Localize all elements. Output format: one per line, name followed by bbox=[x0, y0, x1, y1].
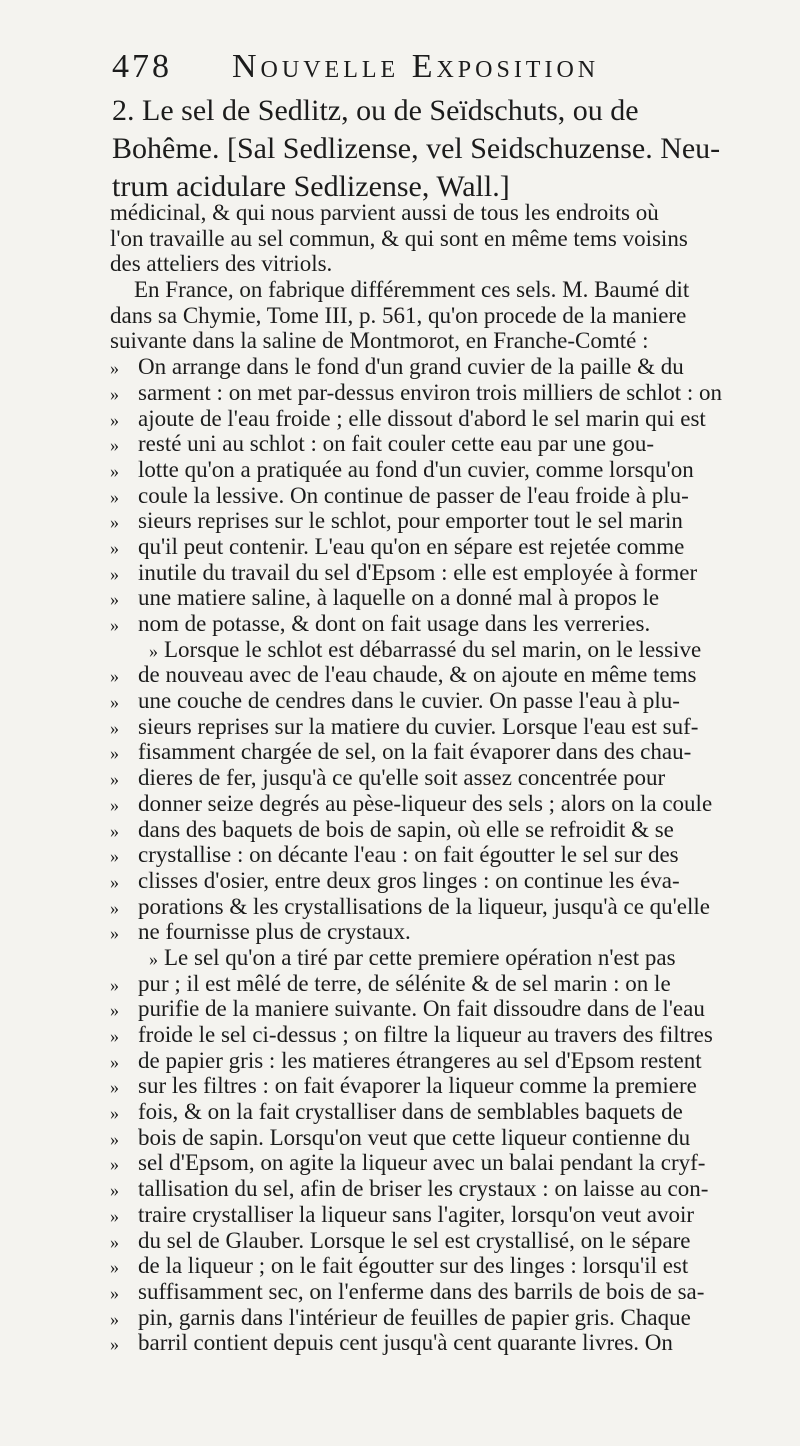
text-line: » de la liqueur ; on le fait égoutter sur des linges : lorsqu'il est bbox=[110, 1253, 770, 1279]
text-line: » resté uni au schlot : on fait couler cette eau par une gou- bbox=[110, 431, 770, 457]
text-line: des atteliers des vitriols. bbox=[110, 251, 333, 277]
text-line: » une couche de cendres dans le cuvier. On passe l'eau à plu- bbox=[110, 688, 770, 714]
text-line: » dans des baquets de bois de sapin, où elle se refroidit & se bbox=[110, 817, 770, 843]
text-line: » Lorsque le schlot est débarrassé du sel marin, on le lessive bbox=[110, 637, 770, 663]
text-line: » de nouveau avec de l'eau chaude, & on ajoute en même tems bbox=[110, 662, 770, 688]
text-line: » ajoute de l'eau froide ; elle dissout d'abord le sel marin qui est bbox=[110, 406, 770, 432]
text-line: » crystallise : on décante l'eau : on fait égoutter le sel sur des bbox=[110, 842, 770, 868]
entry-line: trum acidulare Sedlizense, Wall.] bbox=[112, 170, 510, 203]
entry-heading bbox=[112, 92, 772, 206]
text-line: » lotte qu'on a pratiquée au fond d'un cuvier, comme lorsqu'on bbox=[110, 457, 770, 483]
text-line: En France, on fabrique différemment ces sels. M. Baumé dit bbox=[134, 277, 690, 303]
text-line: » pur ; il est mêlé de terre, de sélénite & de sel marin : on le bbox=[110, 971, 770, 997]
text-line: médicinal, & qui nous parvient aussi de tous les endroits où bbox=[110, 200, 659, 225]
text-line: » de papier gris : les matieres étrangeres au sel d'Epsom restent bbox=[110, 1048, 770, 1074]
text-line: » froide le sel ci-dessus ; on filtre la liqueur au travers des filtres bbox=[110, 1022, 770, 1048]
page-header bbox=[112, 48, 752, 92]
text-line: » fisamment chargée de sel, on la fait évaporer dans des chau- bbox=[110, 739, 770, 765]
text-line: » sel d'Epsom, on agite la liqueur avec un balai pendant la cryf- bbox=[110, 1150, 770, 1176]
entry-line: Bohême. [Sal Sedlizense, vel Seidschuzense. Neu- bbox=[112, 132, 721, 165]
text-line: » sieurs reprises sur le schlot, pour emporter tout le sel marin bbox=[110, 508, 770, 534]
text-line: » barril contient depuis cent jusqu'à cent quarante livres. On bbox=[110, 1330, 770, 1356]
text-line: » tallisation du sel, afin de briser les crystaux : on laisse au con- bbox=[110, 1176, 770, 1202]
text-line: » porations & les crystallisations de la liqueur, jusqu'à ce qu'elle bbox=[110, 894, 770, 920]
body-text bbox=[110, 200, 770, 1356]
text-line: dans sa Chymie, Tome III, p. 561, qu'on procede de la maniere bbox=[110, 302, 687, 328]
paragraph-lines bbox=[110, 200, 770, 1356]
text-line: » coule la lessive. On continue de passer de l'eau froide à plu- bbox=[110, 483, 770, 509]
text-line: » donner seize degrés au pèse-liqueur des sels ; alors on la coule bbox=[110, 791, 770, 817]
text-line: » ne fournisse plus de crystaux. bbox=[110, 919, 770, 945]
text-line: » bois de sapin. Lorsqu'on veut que cette liqueur contienne du bbox=[110, 1125, 770, 1151]
text-line: » clisses d'osier, entre deux gros linges : on continue les éva- bbox=[110, 868, 770, 894]
text-line: » du sel de Glauber. Lorsque le sel est crystallisé, on le sépare bbox=[110, 1228, 770, 1254]
text-line: » On arrange dans le fond d'un grand cuvier de la paille & du bbox=[110, 354, 770, 380]
text-line: » inutile du travail du sel d'Epsom : elle est employée à former bbox=[110, 560, 770, 586]
text-line: » nom de potasse, & dont on fait usage dans les verreries. bbox=[110, 611, 770, 637]
entry-line: 2. Le sel de Sedlitz, ou de Seïdschuts, ou de bbox=[112, 94, 639, 127]
text-line: l'on travaille au sel commun, & qui sont en même tems voisins bbox=[110, 225, 688, 251]
text-line: » Le sel qu'on a tiré par cette premiere opération n'est pas bbox=[110, 945, 770, 971]
text-line: » traire crystalliser la liqueur sans l'agiter, lorsqu'on veut avoir bbox=[110, 1202, 770, 1228]
text-line: suivante dans la saline de Montmorot, en Franche-Comté : bbox=[110, 328, 649, 354]
page-number: 478 bbox=[112, 48, 172, 85]
text-line: » dieres de fer, jusqu'à ce qu'elle soit assez concentrée pour bbox=[110, 765, 770, 791]
text-line: » purifie de la maniere suivante. On fait dissoudre dans de l'eau bbox=[110, 996, 770, 1022]
running-title: Nouvelle Exposition bbox=[232, 48, 600, 85]
text-line: » une matiere saline, à laquelle on a donné mal à propos le bbox=[110, 585, 770, 611]
text-line: » suffisamment sec, on l'enferme dans des barrils de bois de sa- bbox=[110, 1279, 770, 1305]
text-line: » sieurs reprises sur la matiere du cuvier. Lorsque l'eau est suf- bbox=[110, 714, 770, 740]
text-line: » sarment : on met par-dessus environ trois milliers de schlot : on bbox=[110, 380, 770, 406]
text-line: » sur les filtres : on fait évaporer la liqueur comme la premiere bbox=[110, 1073, 770, 1099]
text-line: » pin, garnis dans l'intérieur de feuilles de papier gris. Chaque bbox=[110, 1305, 770, 1331]
text-line: » fois, & on la fait crystalliser dans de semblables baquets de bbox=[110, 1099, 770, 1125]
text-line: » qu'il peut contenir. L'eau qu'on en sépare est rejetée comme bbox=[110, 534, 770, 560]
